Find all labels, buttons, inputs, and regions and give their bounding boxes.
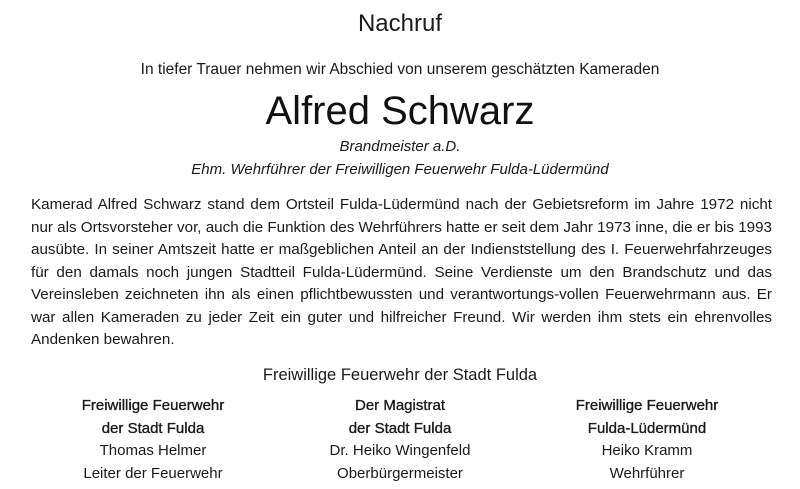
intro-text: In tiefer Trauer nehmen wir Abschied von unserem geschätzten Kameraden — [140, 61, 660, 78]
deceased-function: Ehm. Wehrführer der Freiwilligen Feuerwehr Fulda-Lüdermünd — [191, 161, 609, 178]
signatory-role: Oberbürgermeister — [337, 464, 463, 482]
notice-heading: Nachruf — [357, 10, 443, 37]
signatory-role: Wehrführer — [609, 464, 685, 482]
signatory-name: Thomas Helmer — [99, 442, 207, 459]
signatory-title-line2: der Stadt Fulda — [101, 419, 205, 437]
signatory-name: Heiko Kramm — [601, 442, 693, 459]
organization-name: Freiwillige Feuerwehr der Stadt Fulda — [262, 366, 538, 384]
signatory-name: Dr. Heiko Wingenfeld — [329, 442, 471, 459]
signatory-fire-brigade-fulda — [38, 395, 268, 485]
signatory-title-line1: Der Magistrat — [354, 397, 446, 414]
deceased-rank: Brandmeister a.D. — [339, 138, 461, 155]
signatory-title-line2: der Stadt Fulda — [348, 419, 452, 437]
signatory-title-line2: Fulda-Lüdermünd — [587, 419, 707, 437]
deceased-name: Alfred Schwarz — [265, 89, 535, 133]
signatory-role: Leiter der Feuerwehr — [83, 464, 223, 482]
signatory-magistrate — [285, 395, 515, 485]
signatory-fire-brigade-luedermuend — [532, 395, 762, 485]
obituary-body: Kamerad Alfred Schwarz stand dem Ortsteil Fulda-Lüdermünd nach der Gebietsreform im Jahre 1972 nicht nur als Ortsvorsteher vor, auch die Funktion des Wehrführers hatte er seit dem Jahr 1973 inne, die er bis 1993 ausübte. In seiner Amtszeit hatte er maßgeblichen Anteil an der Indienststellung des I. Feuerwehrfahrzeuges für den damals noch jungen Stadtteil Fulda-Lüdermünd. Seine Verdienste um den Brandschutz und das Vereinsleben zeichneten ihn als einen pflichtbewussten und verantwortungs-vollen Feuerwehrmann aus. Er war allen Kameraden zu jeder Zeit ein guter und hilfreicher Freund. Wir werden ihm stets ein ehrenvolles Andenken bewahren. — [31, 196, 772, 348]
signatory-title-line1: Freiwillige Feuerwehr — [81, 397, 225, 414]
signatory-title-line1: Freiwillige Feuerwehr — [575, 397, 719, 414]
